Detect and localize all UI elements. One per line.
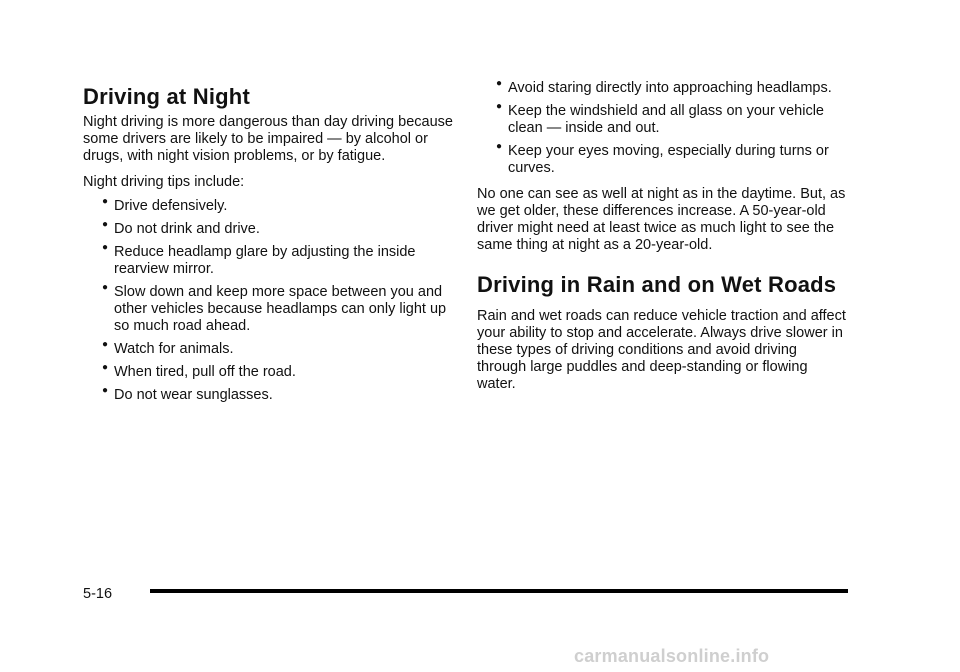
intro-paragraph: Night driving is more dangerous than day driving because some drivers are likely to be impaired — by alcohol or drugs, with night vision problems, or by fatigue.	[83, 114, 453, 164]
night-tips-list-continued	[477, 80, 849, 177]
page-number: 5-16	[83, 586, 113, 602]
watermark: carmanualsonline.info	[574, 646, 770, 666]
bullet-icon: ●	[102, 242, 109, 253]
list-item: ● Reduce headlamp glare by adjusting the inside rearview mirror.	[102, 242, 416, 277]
list-item: ● Watch for animals.	[102, 339, 234, 357]
list-item: ● Keep the windshield and all glass on your vehicle clean — inside and out.	[496, 101, 824, 136]
section-title-rain-driving: Driving in Rain and on Wet Roads	[477, 272, 837, 297]
list-item: ● Slow down and keep more space between you and other vehicles because headlamps can only light up so much road ahead.	[102, 282, 447, 334]
bullet-icon: ●	[102, 219, 109, 230]
list-item: ● Drive defensively.	[102, 196, 228, 214]
bullet-icon: ●	[496, 101, 503, 112]
rain-paragraph: Rain and wet roads can reduce vehicle traction and affect your ability to stop and accelerate. Always drive slower in these types of driving conditions and avoid driving through large puddles and deep-standing or flowing water.	[477, 308, 846, 392]
list-item: ● Avoid staring directly into approaching headlamps.	[496, 78, 832, 96]
footer-rule	[150, 589, 848, 593]
bullet-icon: ●	[102, 282, 109, 293]
left-body	[83, 114, 453, 410]
night-vision-paragraph: No one can see as well at night as in the daytime. But, as we get older, these differences increase. A 50-year-old driver might need at least twice as much light to see the same thing at night as a 20-year-old.	[477, 186, 846, 253]
bullet-icon: ●	[102, 196, 109, 207]
list-item: ● Keep your eyes moving, especially during turns or curves.	[496, 141, 829, 176]
list-item: ● When tired, pull off the road.	[102, 362, 296, 380]
bullet-icon: ●	[102, 339, 109, 350]
tips-heading: Night driving tips include:	[83, 174, 245, 190]
section-title-night-driving: Driving at Night	[83, 84, 250, 109]
bullet-icon: ●	[496, 78, 503, 89]
bullet-icon: ●	[102, 362, 109, 373]
right-body	[477, 80, 849, 393]
list-item: ● Do not wear sunglasses.	[102, 385, 273, 403]
bullet-icon: ●	[102, 385, 109, 396]
list-item: ● Do not drink and drive.	[102, 219, 260, 237]
bullet-icon: ●	[496, 141, 503, 152]
night-tips-list	[83, 198, 453, 404]
